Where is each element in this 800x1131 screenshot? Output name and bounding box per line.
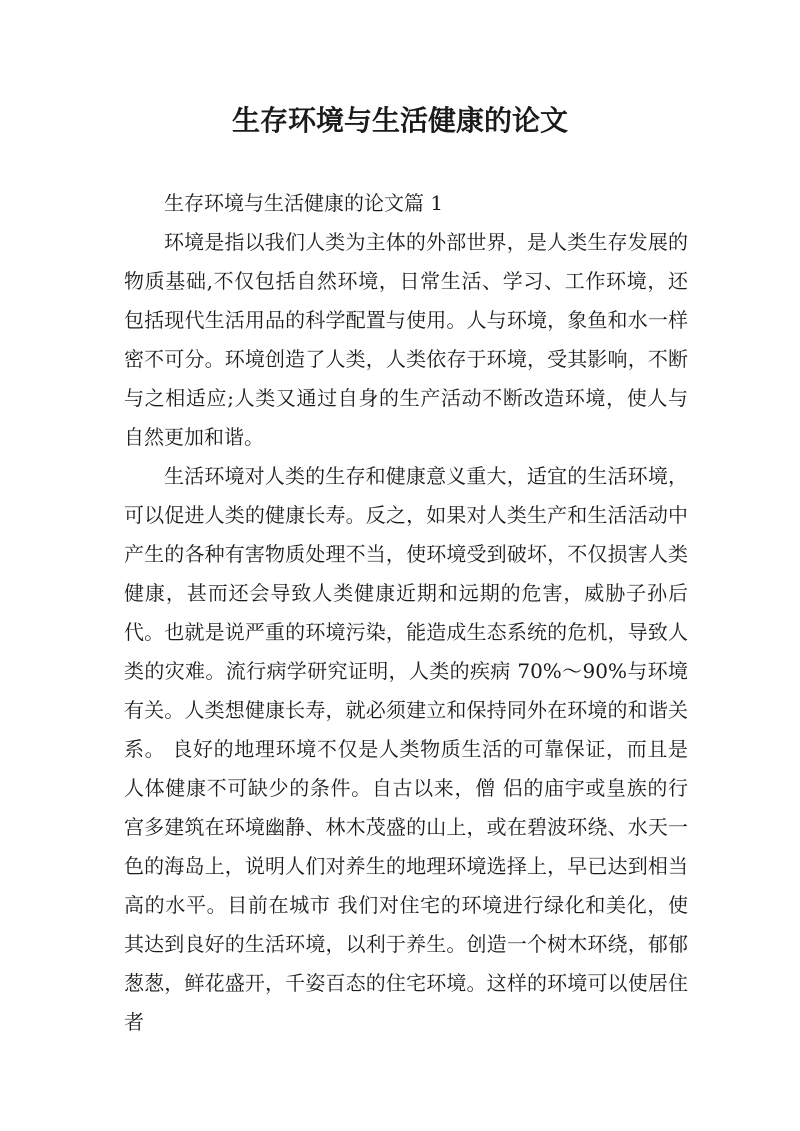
document-body <box>124 184 688 1042</box>
section-heading: 生存环境与生活健康的论文篇 1 <box>164 191 444 215</box>
document-title: 生存环境与生活健康的论文 <box>231 104 568 137</box>
paragraph: 生活环境对人类的生存和健康意义重大，适宜的生活环境，可以促进人类的健康长寿。反之，如果对人类生产和生活活动中产生的各种有害物质处理不当，使环境受到破坏，不仅损害人类健康，甚而还会导致人类健康近期和远期的危害，威胁子孙后代。也就是说严重的环境污染，能造成生态系统的危机，导致人类的灾难。流行病学研究证明，人类的疾病 70%～90%与环境有关。人类想健康长寿，就必须建立和保持同外在环境的和谐关系。 良好的地理环境不仅是人类物质生活的可靠保证，而且是人体健康不可缺少的条件。自古以来，僧 侣的庙宇或皇族的行宫多建筑在环境幽静、林木茂盛的山上，或在碧波环绕、水天一色的海岛上，说明人们对养生的地理环境选择上，早已达到相当高的水平。目前在城市 我们对住宅的环境进行绿化和美化，使其达到良好的生活环境，以利于养生。创造一个树木环绕，郁郁葱葱，鲜花盛开，千姿百态的住宅环境。这样的环境可以使居住者 <box>124 464 688 1034</box>
paragraph: 环境是指以我们人类为主体的外部世界，是人类生存发展的物质基础,不仅包括自然环境，日常生活、学习、工作环境，还包括现代生活用品的科学配置与使用。人与环境，象鱼和水一样密不可分。环境创造了人类，人类依存于环境，受其影响，不断与之相适应;人类又通过自身的生产活动不断改造环境，使人与自然更加和谐。 <box>124 230 688 449</box>
